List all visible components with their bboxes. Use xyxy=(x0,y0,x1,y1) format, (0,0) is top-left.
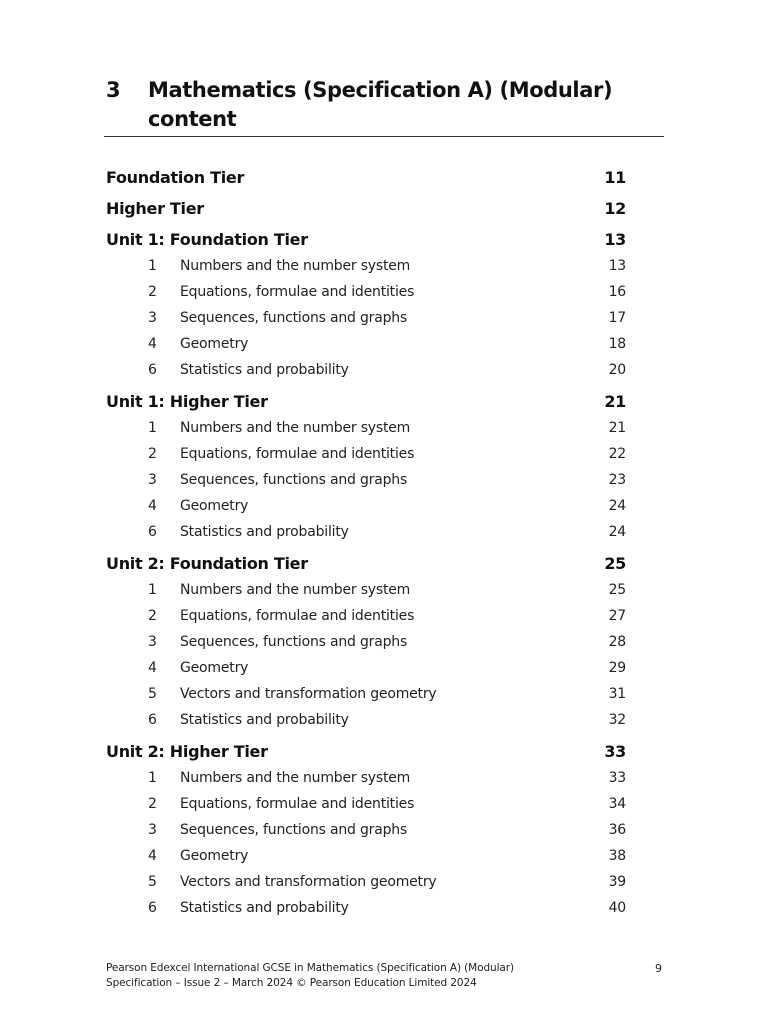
toc-item-row xyxy=(106,305,626,331)
toc-section-label: Unit 2: Foundation Tier xyxy=(106,554,308,573)
toc-item-page: 31 xyxy=(608,686,626,702)
toc-item-number: 6 xyxy=(148,900,157,916)
toc-item-row xyxy=(106,707,626,733)
toc-item-number: 5 xyxy=(148,874,157,890)
toc-item-number: 2 xyxy=(148,446,157,462)
toc-item-number: 3 xyxy=(148,472,157,488)
toc-item-label: Equations, formulae and identities xyxy=(180,284,415,300)
toc-item-page: 13 xyxy=(608,258,626,274)
toc-item-row xyxy=(106,603,626,629)
toc-item-page: 28 xyxy=(608,634,626,650)
toc-item-number: 5 xyxy=(148,686,157,702)
toc-section-page: 13 xyxy=(604,230,626,249)
toc-section-page: 25 xyxy=(604,554,626,573)
toc-item-row xyxy=(106,817,626,843)
toc-item-page: 36 xyxy=(608,822,626,838)
toc-item-row xyxy=(106,493,626,519)
toc-section-page: 12 xyxy=(604,199,626,218)
toc-item-number: 1 xyxy=(148,420,157,436)
toc-section-page: 11 xyxy=(604,168,626,187)
toc-item-page: 24 xyxy=(608,524,626,540)
toc-item-page: 23 xyxy=(608,472,626,488)
toc-item-page: 25 xyxy=(608,582,626,598)
section-title: Mathematics (Specification A) (Modular) content xyxy=(148,78,613,131)
table-of-contents xyxy=(106,165,626,921)
toc-item-number: 1 xyxy=(148,258,157,274)
toc-item-label: Vectors and transformation geometry xyxy=(180,874,437,890)
toc-item-page: 39 xyxy=(608,874,626,890)
toc-item-label: Equations, formulae and identities xyxy=(180,608,415,624)
toc-item-row xyxy=(106,765,626,791)
toc-item-row xyxy=(106,519,626,545)
toc-item-label: Vectors and transformation geometry xyxy=(180,686,437,702)
toc-item-row xyxy=(106,415,626,441)
toc-item-row xyxy=(106,357,626,383)
toc-item-label: Equations, formulae and identities xyxy=(180,446,415,462)
footer-page-number: 9 xyxy=(655,962,662,975)
toc-item-number: 3 xyxy=(148,822,157,838)
toc-item-number: 2 xyxy=(148,284,157,300)
toc-item-number: 4 xyxy=(148,660,157,676)
toc-item-number: 2 xyxy=(148,608,157,624)
toc-item-label: Statistics and probability xyxy=(180,900,349,916)
toc-item-number: 6 xyxy=(148,362,157,378)
toc-item-label: Geometry xyxy=(180,336,249,352)
toc-item-number: 1 xyxy=(148,770,157,786)
toc-item-page: 24 xyxy=(608,498,626,514)
toc-item-row xyxy=(106,441,626,467)
toc-item-row xyxy=(106,843,626,869)
toc-item-label: Sequences, functions and graphs xyxy=(180,634,408,650)
toc-section-page: 33 xyxy=(604,742,626,761)
toc-item-number: 6 xyxy=(148,524,157,540)
toc-section-label: Unit 2: Higher Tier xyxy=(106,742,268,761)
toc-item-label: Statistics and probability xyxy=(180,362,349,378)
toc-item-row xyxy=(106,681,626,707)
toc-item-page: 38 xyxy=(608,848,626,864)
toc-item-row xyxy=(106,467,626,493)
toc-item-page: 22 xyxy=(608,446,626,462)
toc-item-page: 40 xyxy=(608,900,626,916)
toc-section-label: Unit 1: Foundation Tier xyxy=(106,230,308,249)
toc-item-page: 29 xyxy=(608,660,626,676)
toc-item-label: Geometry xyxy=(180,660,249,676)
toc-item-number: 3 xyxy=(148,634,157,650)
toc-item-row xyxy=(106,869,626,895)
toc-item-label: Numbers and the number system xyxy=(180,258,411,274)
toc-item-label: Geometry xyxy=(180,498,249,514)
toc-section-row xyxy=(106,389,626,415)
toc-item-row xyxy=(106,655,626,681)
toc-item-number: 6 xyxy=(148,712,157,728)
toc-item-page: 16 xyxy=(608,284,626,300)
footer-title-line: Pearson Edexcel International GCSE in Mathematics (Specification A) (Modular) xyxy=(106,962,514,974)
toc-item-row xyxy=(106,253,626,279)
toc-item-page: 20 xyxy=(608,362,626,378)
toc-item-label: Sequences, functions and graphs xyxy=(180,472,408,488)
toc-item-label: Sequences, functions and graphs xyxy=(180,310,408,326)
toc-item-label: Equations, formulae and identities xyxy=(180,796,415,812)
toc-item-row xyxy=(106,577,626,603)
footer-issue-line: Specification – Issue 2 – March 2024 © Pearson Education Limited 2024 xyxy=(106,977,477,989)
toc-item-label: Numbers and the number system xyxy=(180,582,411,598)
toc-section-row xyxy=(106,165,626,191)
toc-item-label: Numbers and the number system xyxy=(180,420,411,436)
toc-item-row xyxy=(106,331,626,357)
toc-item-page: 33 xyxy=(608,770,626,786)
page-footer xyxy=(106,961,514,991)
toc-item-page: 27 xyxy=(608,608,626,624)
toc-section-row xyxy=(106,196,626,222)
toc-item-number: 4 xyxy=(148,848,157,864)
toc-section-page: 21 xyxy=(604,392,626,411)
section-heading xyxy=(106,76,663,134)
toc-section-label: Higher Tier xyxy=(106,199,204,218)
toc-item-number: 4 xyxy=(148,498,157,514)
toc-item-label: Statistics and probability xyxy=(180,524,349,540)
toc-item-label: Statistics and probability xyxy=(180,712,349,728)
toc-item-page: 17 xyxy=(608,310,626,326)
toc-item-label: Numbers and the number system xyxy=(180,770,411,786)
toc-item-row xyxy=(106,629,626,655)
toc-section-row xyxy=(106,227,626,253)
toc-section-label: Unit 1: Higher Tier xyxy=(106,392,268,411)
toc-item-page: 18 xyxy=(608,336,626,352)
toc-item-row xyxy=(106,895,626,921)
toc-item-number: 3 xyxy=(148,310,157,326)
section-number: 3 xyxy=(106,78,121,102)
toc-item-page: 21 xyxy=(608,420,626,436)
toc-section-row xyxy=(106,551,626,577)
toc-section-label: Foundation Tier xyxy=(106,168,245,187)
toc-item-number: 2 xyxy=(148,796,157,812)
toc-item-label: Geometry xyxy=(180,848,249,864)
toc-section-row xyxy=(106,739,626,765)
toc-item-page: 32 xyxy=(608,712,626,728)
toc-item-number: 1 xyxy=(148,582,157,598)
toc-item-row xyxy=(106,279,626,305)
toc-item-page: 34 xyxy=(608,796,626,812)
toc-item-label: Sequences, functions and graphs xyxy=(180,822,408,838)
toc-item-row xyxy=(106,791,626,817)
heading-divider xyxy=(104,136,664,137)
toc-item-number: 4 xyxy=(148,336,157,352)
